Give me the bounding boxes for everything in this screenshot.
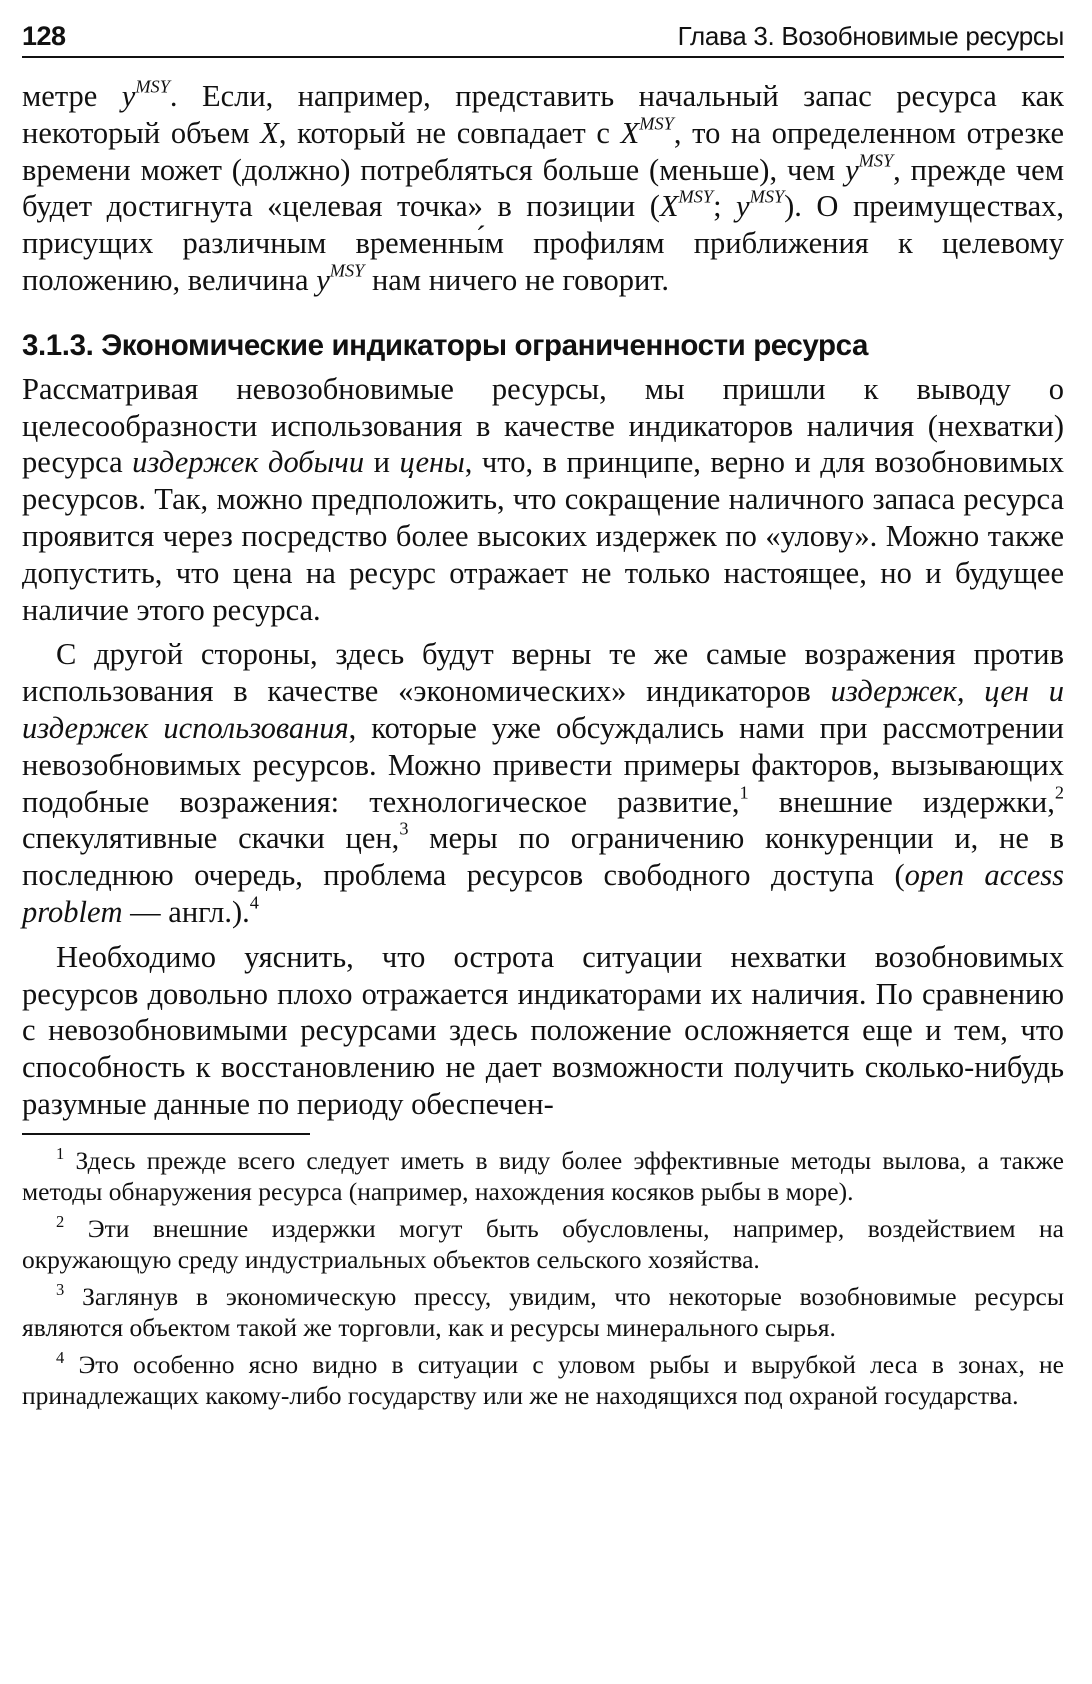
footnote-ref-2[interactable]: 2	[1054, 781, 1064, 802]
footnote-ref-1[interactable]: 1	[739, 781, 749, 802]
footnote-4: $^4$ Это особенно ясно видно в ситуации с уловом рыбы и вырубкой леса в зонах, не принадлежащих какому-либо государству или же не находящихся под охраной государства.	[22, 1347, 1064, 1410]
footnote-3: $^3$ Заглянув в экономическую прессу, увидим, что некоторые возобновимые ресурсы являются объектом такой же торговли, как и ресурсы минерального сырья.	[22, 1279, 1064, 1342]
paragraph-4: Необходимо уяснить, что острота ситуации нехватки возобновимых ресурсов довольно плохо отражается индикаторами их наличия. По сравнению с невозобновимыми ресурсами здесь положение осложняется еще и тем, что способность к восстановлению не дает возможности получить сколько-нибудь разумные данные по периоду обеспечен-	[22, 939, 1064, 1121]
paragraph-3: С другой стороны, здесь будут верны те же самые возражения против использования в качестве «экономических» индикаторов издержек, цен и издержек использования, которые уже обсуждались нами при рассмотрении невозобновимых ресурсов. Можно привести примеры факторов, вызывающих подобные возражения: технологическое развитие,$^1$ внешние издержки,$^2$ спекулятивные скачки цен,$^3$ меры по ограничению конкуренции и, не в последнюю очередь, проблема ресурсов свободного доступа (open access problem — англ.).$^4$	[22, 637, 1065, 929]
page-number: 128	[22, 21, 66, 51]
footnotes	[22, 1145, 1064, 1411]
footnote-2: $^2$ Эти внешние издержки могут быть обусловлены, например, воздействием на окружающую среду индустриальных объектов сельского хозяйства.	[22, 1211, 1064, 1274]
footnote-ref-3[interactable]: 3	[399, 818, 409, 839]
paragraph-1: метре $y^{MSY}$. Если, например, представить начальный запас ресурса как некоторый объем X, который не совпадает с $X^{MSY}$, то на определенном отрезке времени может (должно) потребляться больше (меньше), чем $y^{MSY}$, прежде чем будет достигнута «целевая точка» в позиции ($X^{MSY}$; $y^{MSY}$). О преимуществах, присущих различным временны́м профилям приближения к целевому положению, величина $y^{MSY}$ нам ничего не говорит.	[22, 76, 1064, 297]
body-text	[22, 78, 1064, 1123]
footnote-divider	[22, 1133, 310, 1135]
footnote-1: $^1$ Здесь прежде всего следует иметь в виду более эффективные методы вылова, а также методы обнаружения ресурса (например, нахождения косяков рыбы в море).	[22, 1143, 1064, 1206]
section-heading: 3.1.3. Экономические индикаторы ограниченности ресурса	[22, 328, 869, 362]
footnote-ref-4[interactable]: 4	[249, 892, 259, 913]
running-header	[22, 18, 1064, 58]
chapter-title: Глава 3. Возобновимые ресурсы	[677, 21, 1064, 51]
paragraph-2: Рассматривая невозобновимые ресурсы, мы пришли к выводу о целесообразности использования в качестве индикаторов наличия (нехватки) ресурса издержек добычи и цены, что, в принципе, верно и для возобновимых ресурсов. Так, можно предположить, что сокращение наличного запаса ресурса проявится через посредство более высоких издержек по «улову». Можно также допустить, что цена на ресурс отражает не только настоящее, но и будущее наличие этого ресурса.	[22, 371, 1064, 627]
